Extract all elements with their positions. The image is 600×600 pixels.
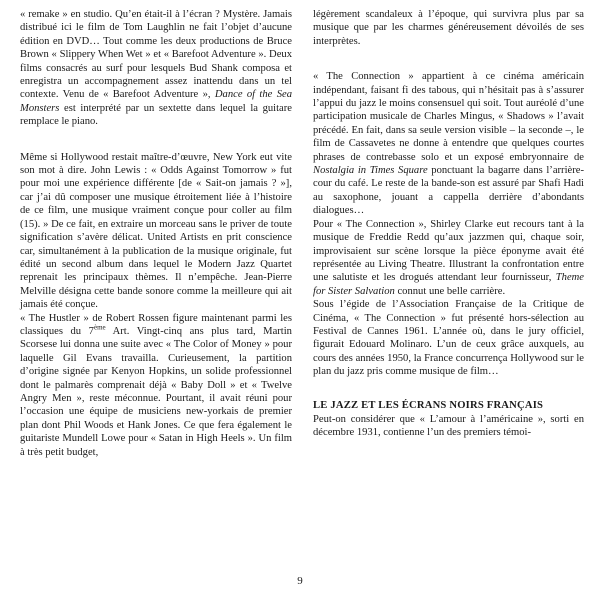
emphasis-title: Dance of the Sea Monsters: [20, 89, 292, 114]
emphasis-title: Theme for Sister Salvation: [313, 272, 584, 297]
left-column: [20, 8, 292, 459]
paragraph: légèrement scandaleux à l’époque, qui survivra plus par sa musique que par les charmes généreusement dévoilés de ses interprètes.: [313, 9, 584, 47]
paragraph: Sous l’égide de l’Association Française de la Critique de Cinéma, « The Connection » fut présenté hors-sélection au Festival de Cannes 1961. L’année où, dans le jury officiel, figurait Edouard Molinaro. L’un de ceux grâce auxquels, au cours des années 1950, la France concurrença Hollywood sur le plan du jazz pris comme musique de film…: [313, 299, 584, 378]
section-heading: LE JAZZ ET LES ÉCRANS NOIRS FRANÇAIS: [313, 399, 544, 411]
paragraph: « The Hustler » de Robert Rossen figure maintenant parmi les classiques du 7ème Art. Vingt-cinq ans plus tard, Martin Scorsese lui donna une suite avec « The Color of Money » pour laquelle Gil Evans travailla. Curieusement, la partition d’origine signée par Kenyon Hopkins, un solide professionnel dont le palmarès comprenait déjà « Baby Doll » et « Twelve Angry Men », reste méconnue. Pourtant, il avait réuni pour l’occasion une équipe de musiciens new-yorkais de premier plan dont Phil Woods et Hank Jones. Ce que fera également le guitariste Mundell Lowe pour « Satan in High Heels ». Un film à très petit budget,: [20, 312, 292, 458]
paragraph: Pour « The Connection », Shirley Clarke eut recours tant à la musique de Freddie Redd qu’aux jazzmen qui, chaque soir, improvisaient sur scène lorsque la pièce éponyme avait été représentée au Living Theatre. Illustrant la confrontation entre une salutiste et les drogués attendant leur fournisseur, Theme for Sister Salvation connut une belle carrière.: [313, 218, 584, 297]
paragraph: « remake » en studio. Qu’en était-il à l’écran ? Mystère. Jamais distribué ici le film de Tom Laughlin ne fait l’objet d’aucune édition en DVD… Tout comme les deux productions de Bruce Brown « Slippery When Wet » et « Barefoot Adventure ». Deux films consacrés au surf pour lesquels Bud Shank composa et enregistra un accompagnement assez inattendu dans un tel contexte. Venu de « Barefoot Adventure », Dance of the Sea Monsters est interprété par un sextette dans lequel la guitare remplace le piano.: [20, 9, 292, 128]
right-column: [313, 8, 584, 440]
paragraph: Même si Hollywood restait maître-d’œuvre, New York eut vite son mot à dire. John Lewis : « Odds Against Tomorrow » fut pour moi une expérience différente [de « Sait-on jamais ? »], car j’ai dû composer une musique étroitement liée à l’histoire de ce film, une musique vraiment conçue pour coller au film (15). » De ce fait, en extraire un morceau sans le priver de toute signification s’avère délicat. United Artists en prit conscience car, simultanément à la publication de la musique originale, fut édité un second album dans lequel le Modern Jazz Quartet reprenait les principaux thèmes. Il n’empêche. Jean-Pierre Melville désigna cette bande sonore comme la meilleure qui ait jamais été conçue.: [20, 151, 292, 311]
emphasis-title: Nostalgia in Times Square: [313, 165, 428, 177]
paragraph: « The Connection » appartient à ce cinéma américain indépendant, faisant fi des tabous, qui n’hésitait pas à s’assurer l’appui du jazz le moins consensuel qui soit. Tout auréolé d’une participation musicale de Charles Mingus, « Shadows » l’avait précédé. En fait, dans sa seule version visible – la seconde –, le film de Cassavetes ne donne à entendre que quelques courtes phrases de contrebasse solo et un exposé embryonnaire de Nostalgia in Times Square ponctuant la bagarre dans l’arrière-cour du café. Le reste de la bande-son est assuré par Shafi Hadi au saxophone, jouant a cappella derrière d’abondants dialogues…: [313, 71, 584, 217]
superscript: ème: [93, 323, 106, 332]
page-number: 9: [297, 575, 303, 587]
paragraph: Peut-on considérer que « L’amour à l’américaine », sorti en décembre 1931, contienne l’un des premiers témoi-: [313, 413, 584, 439]
